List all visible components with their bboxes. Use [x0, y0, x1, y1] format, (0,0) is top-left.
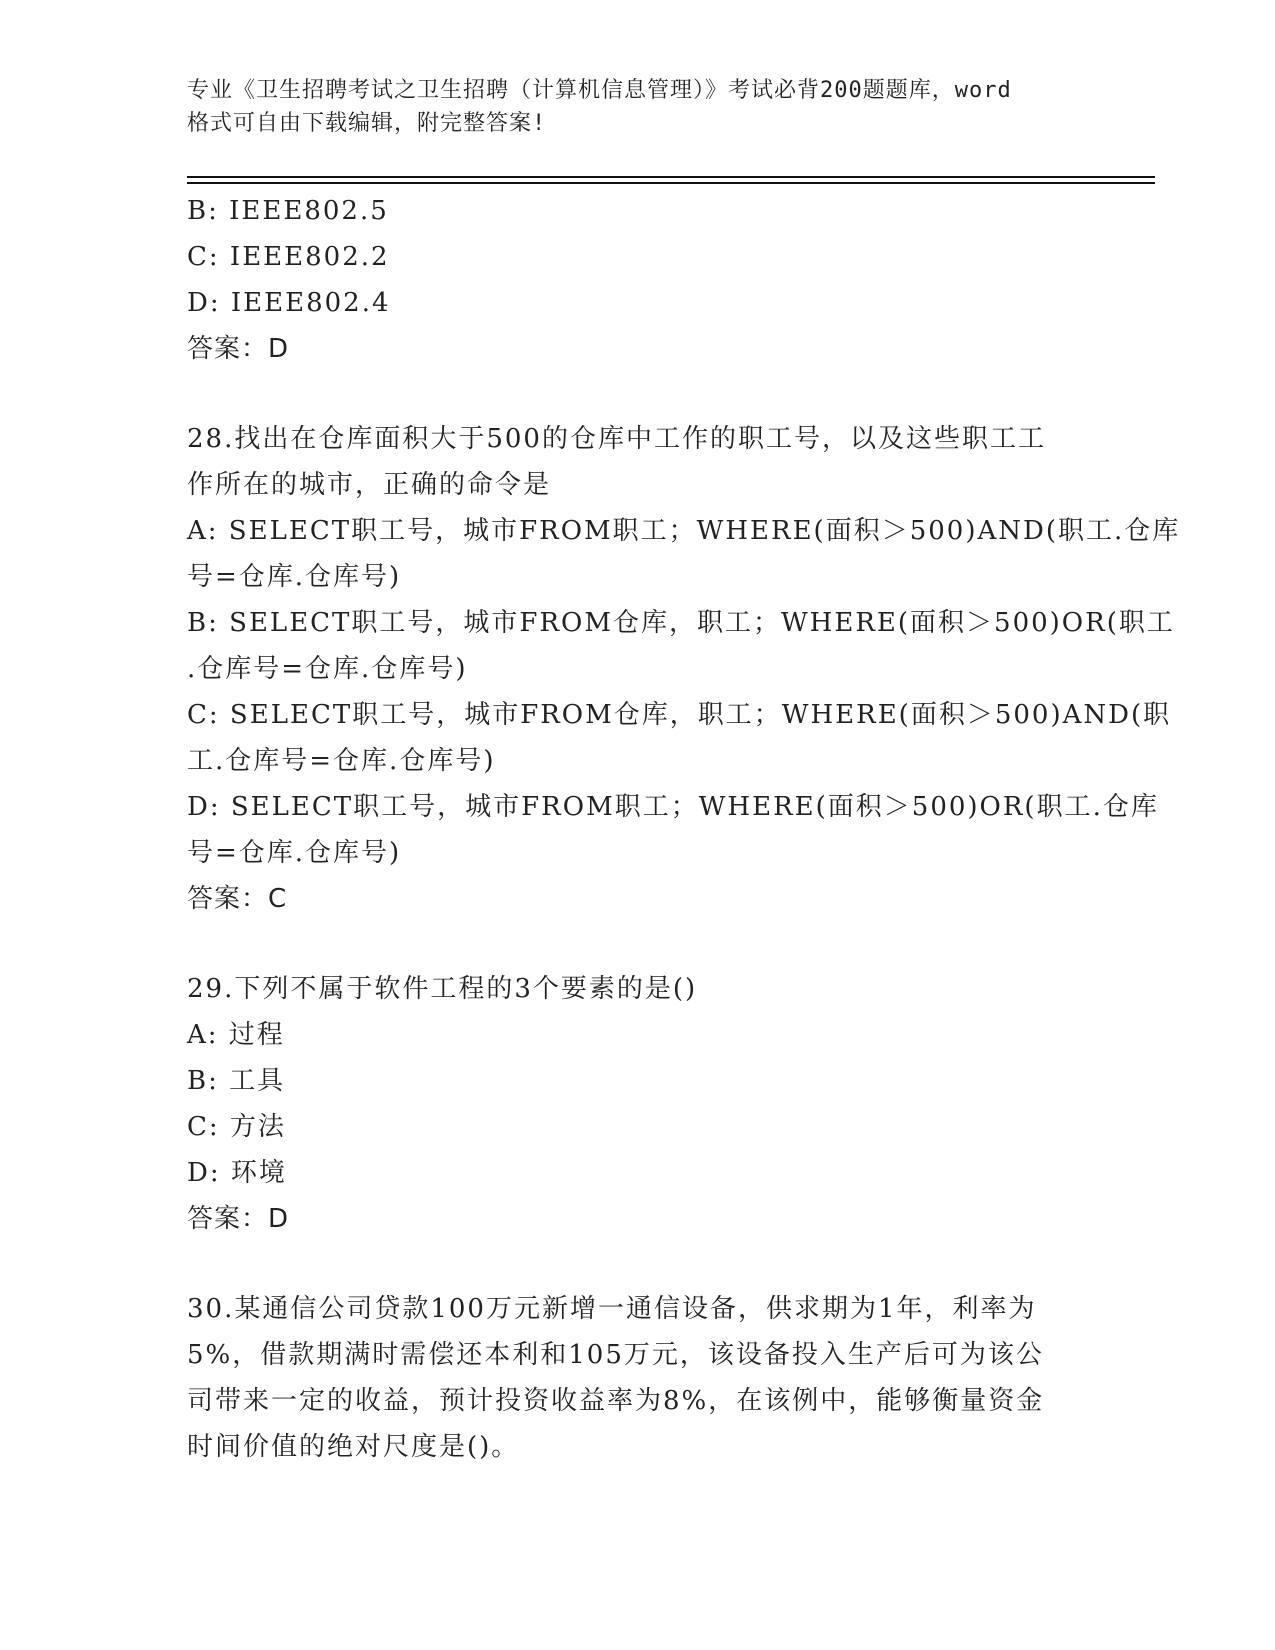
option-c: 工.仓库号=仓库.仓库号)	[187, 746, 496, 776]
header-divider-top	[187, 176, 1155, 178]
option-a: 号=仓库.仓库号)	[187, 562, 402, 592]
question-stem: 30.某通信公司贷款100万元新增一通信设备，供求期为1年，利率为	[187, 1294, 1037, 1324]
question-27-fragment	[187, 188, 1087, 372]
document-body	[187, 188, 1181, 1470]
option-b: B: 工具	[187, 1066, 286, 1096]
option-d: D: 环境	[187, 1158, 287, 1188]
question-stem: 5%，借款期满时需偿还本利和105万元，该设备投入生产后可为该公	[187, 1340, 1044, 1370]
document-header	[187, 74, 1087, 140]
question-stem: 时间价值的绝对尺度是()。	[187, 1432, 520, 1462]
question-stem: 29.下列不属于软件工程的3个要素的是()	[187, 974, 698, 1004]
question-28	[187, 416, 1181, 922]
option-b: B: IEEE802.5	[187, 196, 389, 226]
option-d: D: IEEE802.4	[187, 288, 391, 318]
option-c: C: IEEE802.2	[187, 242, 390, 272]
header-divider-bottom	[187, 182, 1155, 184]
answer-line: 答案：D	[187, 1204, 290, 1234]
option-b: B: SELECT职工号，城市FROM仓库，职工；WHERE(面积＞500)OR(职工	[187, 608, 1175, 638]
option-b: .仓库号=仓库.仓库号)	[187, 654, 468, 684]
question-29	[187, 966, 1087, 1242]
option-d: 号=仓库.仓库号)	[187, 838, 402, 868]
header-title-line-2: 格式可自由下载编辑，附完整答案!	[187, 111, 547, 136]
option-d: D: SELECT职工号，城市FROM职工；WHERE(面积＞500)OR(职工.仓库	[187, 792, 1159, 822]
option-a: A: 过程	[187, 1020, 285, 1050]
question-stem: 司带来一定的收益，预计投资收益率为8%，在该例中，能够衡量资金	[187, 1386, 1045, 1416]
question-stem: 28.找出在仓库面积大于500的仓库中工作的职工号，以及这些职工工	[187, 424, 1046, 454]
option-c: C: SELECT职工号，城市FROM仓库，职工；WHERE(面积＞500)AND(职	[187, 700, 1172, 730]
question-stem: 作所在的城市，正确的命令是	[187, 470, 552, 500]
option-c: C: 方法	[187, 1112, 286, 1142]
answer-line: 答案：C	[187, 884, 288, 914]
option-a: A: SELECT职工号，城市FROM职工；WHERE(面积＞500)AND(职工.仓库	[187, 516, 1181, 546]
question-30	[187, 1286, 1087, 1470]
header-title-line-1: 专业《卫生招聘考试之卫生招聘（计算机信息管理）》考试必背200题题库，word	[187, 78, 1012, 103]
answer-line: 答案：D	[187, 334, 290, 364]
